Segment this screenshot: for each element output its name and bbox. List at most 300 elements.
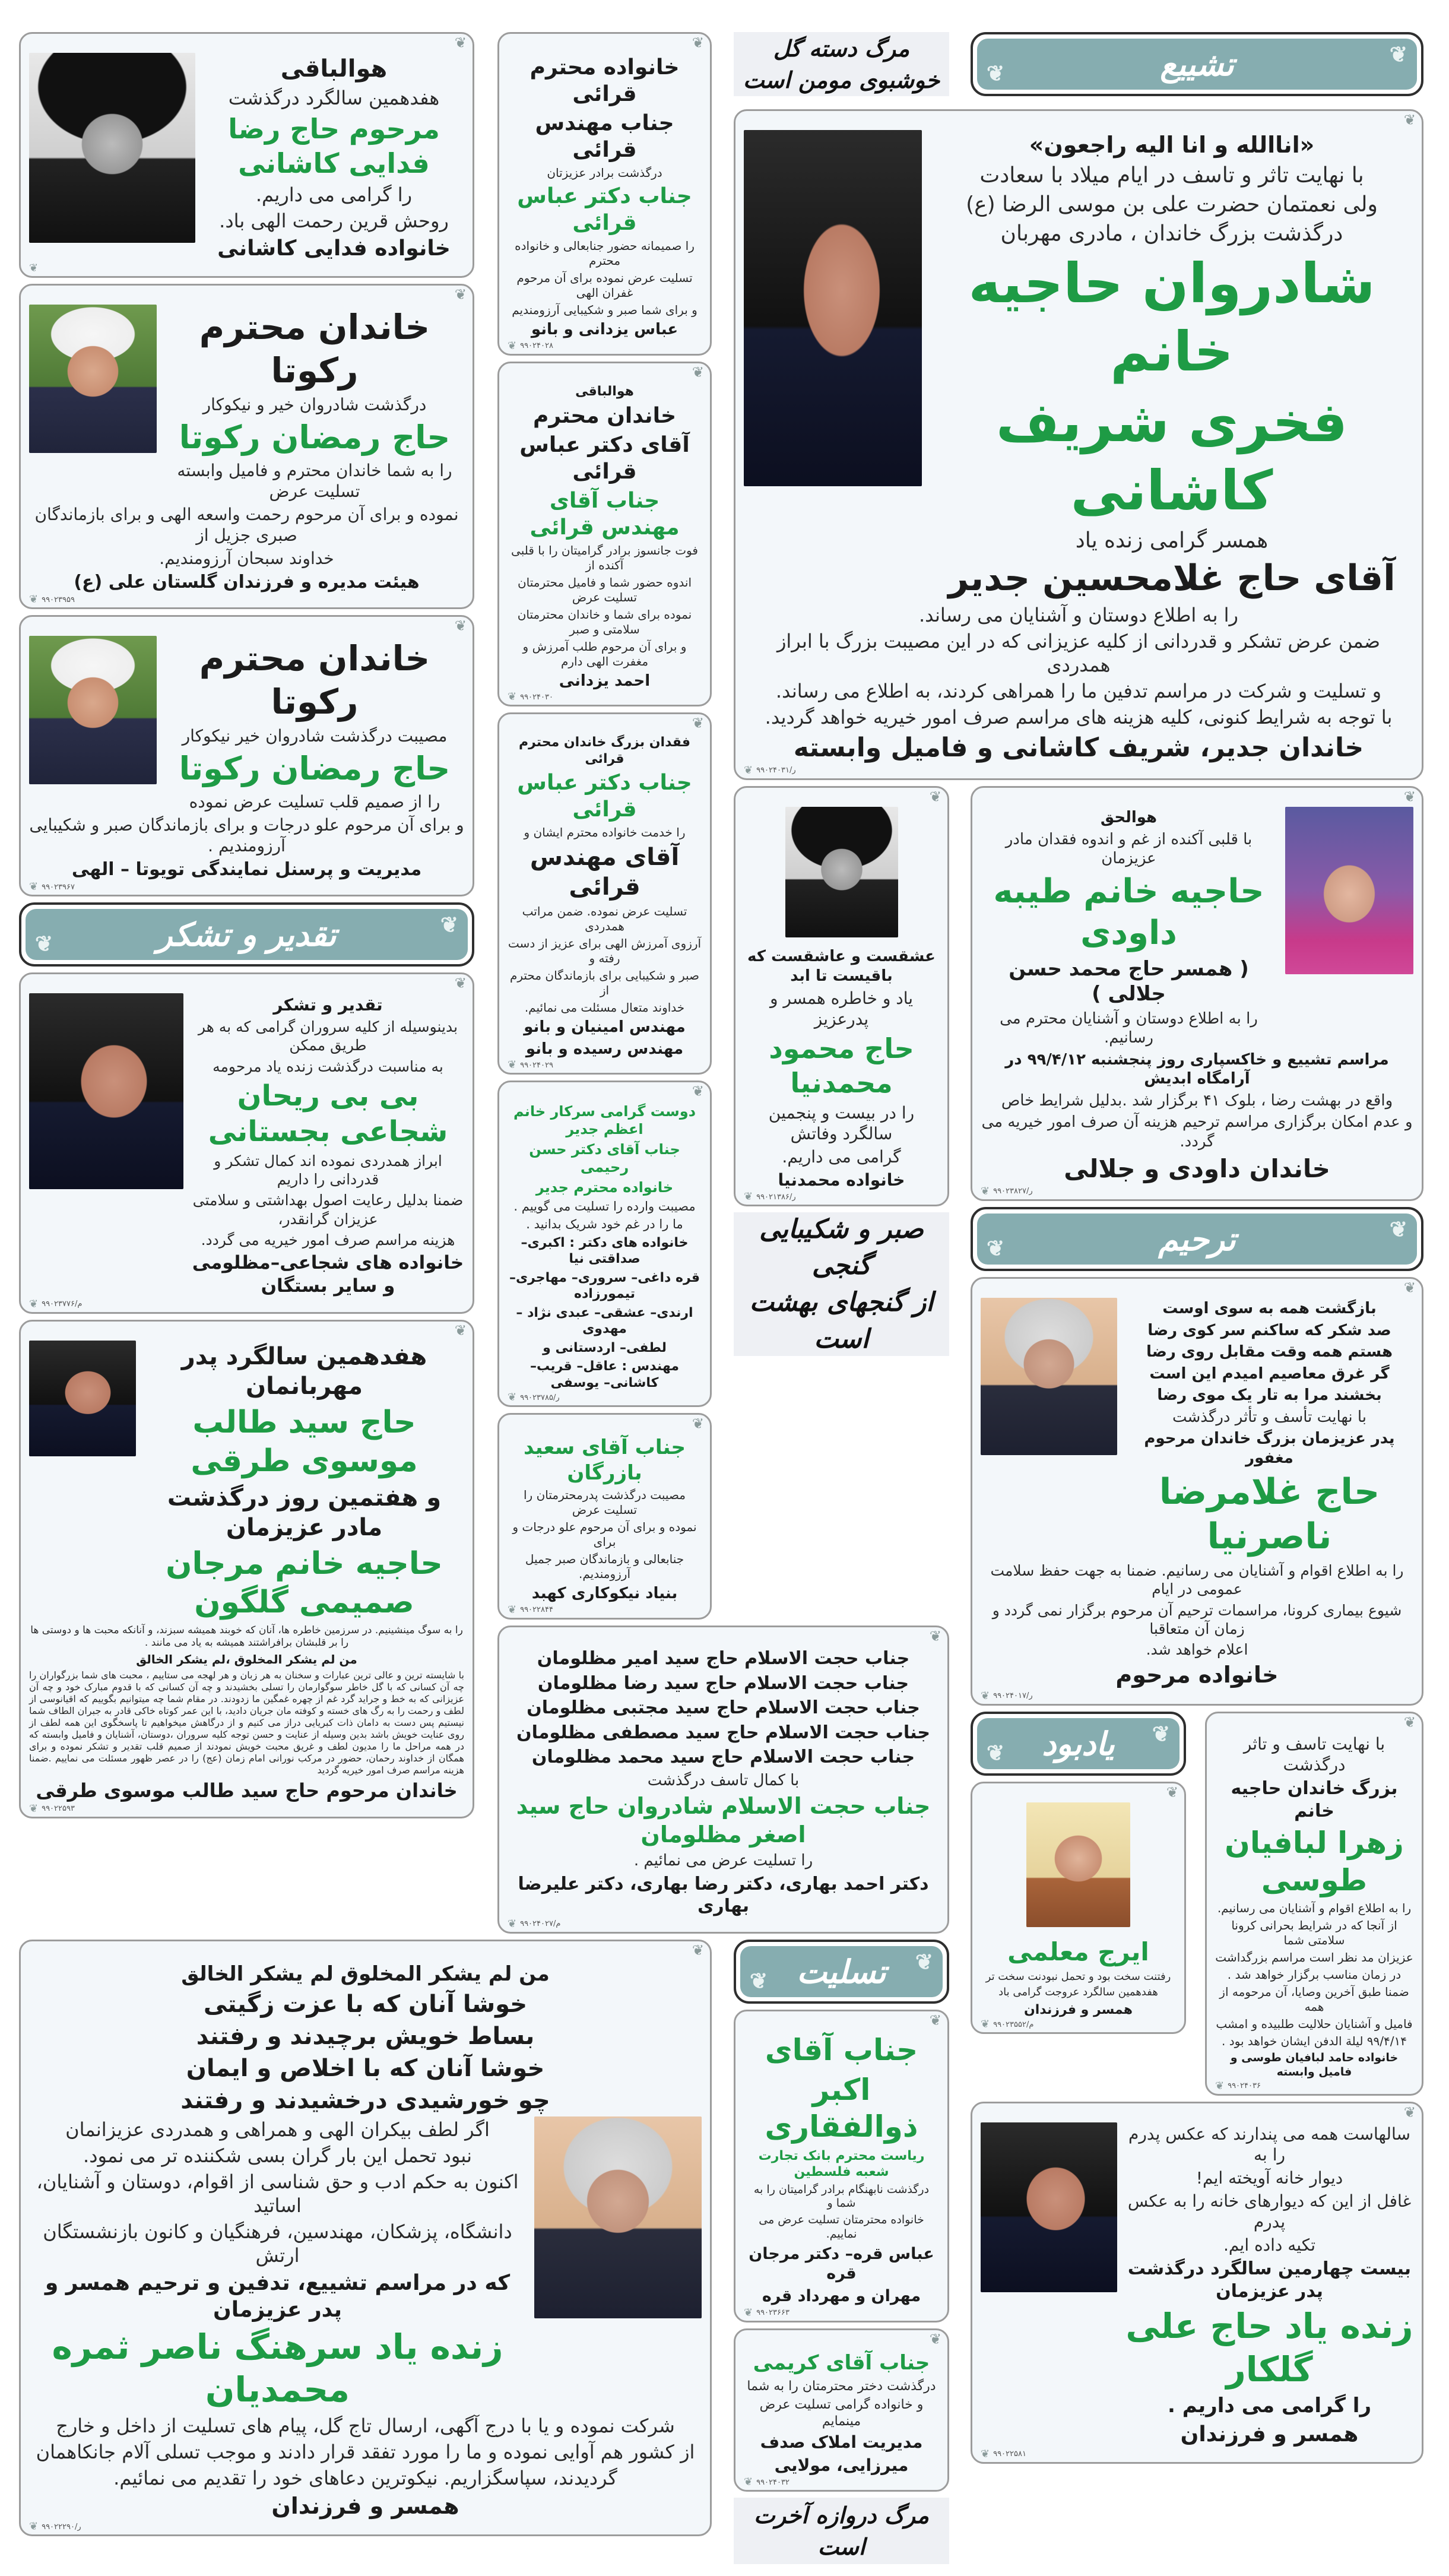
corner-ornament-icon: ❦ — [692, 34, 704, 51]
quote-line: صبر و شکیبایی گنجی — [759, 1213, 924, 1281]
corner-ornament-icon: ❦ — [692, 715, 704, 731]
bold-line: هستم همه وقت مقابل روی رضا — [1146, 1343, 1393, 1361]
text-line: نموده و برای آن مرحوم رحمت واسعه الهی و برای بازماندگان صبری جزیل از — [34, 504, 459, 545]
notice-tail — [29, 882, 464, 892]
text-line: ما را در غم خود شریک بدانید . — [526, 1217, 683, 1232]
notice-tail — [981, 1186, 1413, 1197]
sig-line: مدیریت و پرسنل نمایندگی تویوتا – الهی — [71, 858, 422, 880]
sig-line: لطفی– اردستانی و — [543, 1340, 667, 1355]
notice-taleb — [19, 1320, 474, 1818]
bold-line: هوالحق — [1100, 809, 1158, 826]
title2-line: آقای حاج غلامحسین جدیر — [948, 557, 1396, 599]
title2-line: بساط خویش برچیدند و رفتند — [196, 2022, 535, 2050]
notice-text — [744, 2349, 939, 2477]
notice-tail — [508, 1392, 702, 1403]
bold-line: گر غرق معاصیم امیدم این است — [1149, 1364, 1390, 1383]
title2-line: خاندان محترم رکوتا — [199, 307, 430, 391]
notice-mazloom — [497, 1626, 949, 1934]
text-line: شیوع بیماری کرونا، مراسمات ترحیم آن مرحوم برگزار نمی گردد و زمان آن متعاقبا — [992, 1601, 1402, 1637]
notice-bazargan — [497, 1413, 712, 1620]
notice-text — [192, 993, 464, 1299]
notice-gharaei-1 — [497, 32, 712, 356]
quote-line: مرگ دسته گل خوشبوی مومن است — [743, 34, 940, 93]
corner-ornament-icon: ❦ — [29, 593, 39, 606]
ad-code: ۹۹۰۲۴۰۱۷/ر — [993, 1691, 1033, 1701]
corner-ornament-icon: ❦ — [744, 2306, 753, 2319]
title-line: و هفتمین روز درگذشت مادر عزیزمان — [167, 1484, 442, 1541]
corner-ornament-icon: ❦ — [981, 2447, 990, 2460]
title-line: آقای دکتر عباس قرائی — [519, 432, 690, 484]
notice-gharaei-3 — [497, 712, 712, 1075]
title-line: جناب حجت الاسلام حاج سید مجتبی مظلومان — [527, 1697, 920, 1718]
title2-line: چو خورشیدی درخشیدند و رفتند — [180, 2086, 550, 2114]
banner-title: ترحیم — [1158, 1220, 1236, 1258]
corner-ornament-icon: ❦ — [929, 2012, 941, 2029]
corner-ornament-icon: ❦ — [692, 1415, 704, 1432]
text-line: رفتنت سخت بود و تحمل نبودنت سخت تر — [985, 1970, 1171, 1983]
notice-tail — [744, 1192, 939, 1202]
notice-text — [744, 946, 939, 1192]
corner-ornament-icon: ❦ — [508, 1391, 517, 1403]
text-line: به مناسبت درگذشت زنده یاد مرحومه — [213, 1057, 443, 1075]
ad-code: ۹۹۰۲۲۸۴۴ — [520, 1605, 553, 1614]
title-line: «اناالله و انا الیه راجعون» — [1029, 132, 1315, 158]
name-line: زهرا لبافیان طوسی — [1225, 1826, 1404, 1897]
text-line: صبر و شکیبایی برای بازماندگان محترم از — [509, 968, 700, 997]
sig-line: قره داغی– سروری– مهاجری–تیمورزاده — [509, 1270, 700, 1301]
corner-ornament-icon: ❦ — [1166, 1784, 1178, 1801]
title2-line: خاندان محترم رکوتا — [199, 638, 430, 722]
corner-ornament-icon: ❦ — [508, 1917, 517, 1930]
notice-rakuta-2 — [19, 615, 474, 896]
corner-ornament-icon: ❦ — [692, 1942, 704, 1959]
name-line: حاج سید طالب موسوی طرقی — [191, 1405, 418, 1479]
corner-ornament-icon: ❦ — [692, 364, 704, 381]
corner-ornament-icon: ❦ — [1403, 1714, 1416, 1731]
sig-line: مهندس رسیده و بانو — [525, 1040, 684, 1058]
ornament-icon: ❦ — [35, 931, 53, 956]
notice-text — [981, 807, 1277, 1049]
text-line: هفدهمین سالگرد درگذشت — [228, 87, 440, 109]
notice-poem — [29, 1960, 702, 2116]
text-line: با قلبی آکنده از غم و اندوه فقدان مادر عزیزمان — [1005, 830, 1253, 867]
portrait-photo — [534, 2116, 702, 2318]
name-line: شادروان حاجیه خانم — [968, 251, 1375, 384]
text-line: هفدهمین سالگرد عروجت گرامی باد — [998, 1986, 1158, 1998]
name-line: بی بی ریحان شجاعی بجستانی — [208, 1079, 448, 1148]
notice-tail — [508, 1919, 939, 1929]
notice-gharaei-2 — [497, 362, 712, 706]
section-banner-tarhim — [971, 1207, 1423, 1271]
notice-tail — [29, 2521, 702, 2532]
name-line: حاج رمضان رکوتا — [179, 419, 451, 456]
corner-ornament-icon: ❦ — [1403, 1279, 1416, 1296]
title-line: تقدیر و تشکر — [273, 995, 383, 1015]
text-line: درگذشت نابهنگام برادر گرامیتان را به شما و — [753, 2182, 930, 2210]
name2-line: ریاست محترم بانک تجارت شعبه فلسطین — [758, 2148, 925, 2179]
banner-title: یادبود — [1042, 1725, 1115, 1763]
sig-line: خانواده محمدنیا — [778, 1170, 905, 1190]
title-line: هفدهمین سالگرد پدر مهربانمان — [181, 1343, 427, 1400]
sig-line: همسر و فرزندان — [271, 2492, 459, 2519]
section-banner-taslit — [734, 1940, 949, 2004]
text-line: خداوند متعال مسئلت می نمائیم. — [524, 1000, 685, 1015]
corner-ornament-icon: ❦ — [29, 262, 39, 274]
corner-ornament-icon: ❦ — [744, 763, 753, 777]
quote-line: از گنجهای بهشت است — [749, 1287, 934, 1354]
portrait-photo — [981, 1298, 1117, 1455]
text-line: با نهایت تاسف و تاثر درگذشت — [1243, 1734, 1385, 1775]
name-line: اکبر ذوالفقاری — [765, 2072, 918, 2144]
section-banner-yadbood — [971, 1712, 1186, 1776]
notice-text — [1215, 1732, 1413, 2081]
name-line: جناب آقای مهندس قرائی — [529, 488, 680, 540]
text-line: خانواده محترمتان تسلیت عرض می نماییم. — [759, 2213, 924, 2241]
title-line: را گرامی می داریم . — [1167, 2394, 1372, 2417]
text-line: را گرامی می داریم. — [255, 183, 413, 206]
text-line: را تسلیت عرض می نمائیم . — [633, 1852, 813, 1870]
portrait-photo — [1285, 807, 1413, 974]
sig-line: احمد یزدانی — [559, 671, 651, 690]
text-line: جنابعالی و بازماندگان صبر جمیل آرزومندیم. — [525, 1552, 684, 1581]
sig-line: مهندس : عاقل– قریب– کاشانی– یوسفی — [530, 1359, 679, 1390]
sig-line: عباس یزدانی و بانو — [531, 321, 678, 338]
small-line: ضمنا طبق آخرین وصایا، آن مرحومه از همه — [1219, 1985, 1409, 2014]
corner-ornament-icon: ❦ — [744, 1190, 753, 1203]
notice-naserniya — [971, 1277, 1423, 1706]
notice-mohammadnia — [734, 786, 949, 1206]
text-line: یاد و خاطره همسر و پدرعزیز — [769, 988, 914, 1029]
title-line: جناب حجت الاسلام حاج سید مصطفی مظلومان — [516, 1722, 931, 1743]
notice-text — [508, 53, 702, 341]
text-line: از کشور هم آوایی نموده و ما را مورد تفقد قرار دادند و موجب تسلی آلام جانکاهمان — [36, 2440, 695, 2463]
corner-ornament-icon: ❦ — [744, 2476, 753, 2488]
text-line: نموده و برای آن مرحوم علو درجات و برای — [512, 1520, 697, 1549]
name-line: ایرج معلمی — [1007, 1937, 1149, 1966]
text-line: واقع در بهشت رضا ، بلوک ۴۱ برگزار شد .بدلیل شرایط خاص — [1001, 1091, 1393, 1110]
text-line: دیوار خانه آویخته ایم! — [1196, 2168, 1343, 2188]
title-line: خانواده محترم قرائی — [529, 55, 680, 106]
text-line: اگر لطف بیکران الهی و همراهی و همدردی عزیزانمان — [65, 2118, 490, 2141]
sig-line: خانواده های دکتر : اکبری– صداقتی نیا — [521, 1235, 689, 1266]
text-line: تسلیت عرض نموده برای آن مرحوم غفران الهی — [516, 271, 693, 300]
text-line: آرزوی آمرزش الهی برای عزیز از دست رفته و — [508, 936, 702, 965]
notice-reyhan — [19, 972, 474, 1314]
quote-line: مرگ دروازه آخرت است — [753, 2501, 930, 2560]
name-line: زنده یاد سرهنگ ناصر ثمره محمدیان — [52, 2326, 503, 2410]
ornament-icon: ❦ — [915, 1950, 933, 1975]
corner-ornament-icon: ❦ — [454, 34, 467, 51]
ad-code: ۹۹۰۲۳۶۶۳ — [756, 2308, 790, 2318]
corner-ornament-icon: ❦ — [508, 1059, 517, 1071]
bold-line: صد شکر که ساکنم سر کوی رضا — [1147, 1321, 1391, 1339]
name-line: جناب آقای کریمی — [753, 2351, 930, 2375]
name-line: حاج محمود محمدنیا — [769, 1032, 914, 1099]
corner-ornament-icon: ❦ — [454, 617, 467, 634]
notice-footer — [29, 2413, 702, 2522]
ad-code: ۹۹۰۲۳۹۵۹ — [42, 595, 75, 604]
text-line: دانشگاه، پزشکان، مهندسین، فرهنگیان و کانون بازنشستگان ارتش — [43, 2220, 512, 2267]
text-line: مصیبت درگذشت شادروان خیر نیکوکار — [182, 726, 448, 746]
sig-line: دکتر احمد بهاری، دکتر رضا بهاری، دکتر علیرضا بهاری — [518, 1873, 929, 1916]
notice-tail — [508, 341, 702, 351]
text-line: ولی نعمتمان حضرت علی بن موسی الرضا (ع) — [966, 192, 1378, 217]
text-line: با نهایت تاثر و تاسف در ایام میلاد با سعادت — [979, 163, 1364, 188]
notice-golkar — [971, 2102, 1423, 2464]
small-line: با شایسته ترین و عالی ترین عبارات و سخنان به هر زبان و هر لهجه می ستاییم ، محبت های شما بزرگواران را چه آن کسانی که با گل خاطر سوگوارمان را تسلی بخشیدند و چه آن کسانی که با قدوم مبارک خود و چه آن عزیزانی که به خط و جراید گرد غم از چهره غمگین ما زدودند. در مقام شما چه میتوانیم بگوییم که اقیانوسی از لطف و رحمت را به رگ های خسته و کوفته مان جریان دادید، با این عمر کوتاه خاکی قادر به جبران الطاف شما نیستیم پس دست به دامان ذات کبریایی دراز می کنیم و از درگاهش میخواهیم تا پاسخگوی این همه لطف از روی عنایت خویش باشد بدین وسیله از عنایت و حسن توجه کلیه سروران ،دوستان، آشنایان و فامیل وابسته که در همه مراحل ما را مدیون لطف و غریق محبت خویش نمودند از صمیم قلب تقدیر و تشکر نموده و برای همگان از خداوند رحمان، حضور در مرکب نورانی امام زمان (عج) را در عصر ظهور مسئلت می نماییم .ضمنا هزینه مراسم صرف امور خیریه گردید — [29, 1669, 464, 1776]
name-line: جناب آقای — [765, 2033, 918, 2067]
text-line: همسر گرامی زنده یاد — [1075, 528, 1269, 553]
sig-line: بنیاد نیکوکاری کهبد — [531, 1585, 678, 1602]
bold-line: بازگشت همه به سوی اوست — [1162, 1300, 1377, 1317]
notice-text — [981, 1935, 1176, 2019]
notice-rakuta-1 — [19, 284, 474, 609]
notice-labafian — [1205, 1712, 1423, 2096]
ad-code: ۹۹۰۲۲۲۹۰/ر — [42, 2522, 81, 2531]
notice-text — [508, 382, 702, 692]
calligraphy-quote — [734, 2498, 949, 2564]
notice-text — [204, 53, 464, 263]
text-line: درگذشت برادر عزیزتان — [547, 166, 662, 180]
corner-ornament-icon: ❦ — [508, 339, 517, 352]
name-line: حاج غلامرضا ناصرنیا — [1159, 1471, 1380, 1557]
text-line: مصیبت وارده را تسلیت می گوییم . — [513, 1199, 696, 1213]
text-line: هزینه مراسم صرف امور خیریه می گردد. — [201, 1231, 455, 1249]
bold-line: عشقست و عاشقست که باقیست تا ابد — [747, 948, 936, 985]
text-line: گرامی می داریم. — [782, 1147, 901, 1167]
corner-ornament-icon: ❦ — [1403, 788, 1416, 805]
notice-text — [508, 1646, 939, 1919]
text-line: را به شما خاندان محترم و فامیل وابسته تسلیت عرض — [177, 460, 452, 501]
ad-code: ۹۹۰۲۴۰۳۶ — [1228, 2081, 1261, 2090]
portrait-photo — [29, 53, 195, 243]
text-line: گردیدند، سپاسگزاریم. نیکوترین دعاهای خود را تقدیم می نمائیم. — [113, 2466, 617, 2489]
corner-ornament-icon: ❦ — [29, 2520, 39, 2533]
notice-tail — [1215, 2081, 1413, 2092]
notice-naser — [19, 1940, 712, 2536]
portrait-photo — [29, 993, 183, 1189]
ornament-icon: ❦ — [987, 1741, 1005, 1766]
notice-tail — [508, 692, 702, 702]
text-line: اکنون به حکم ادب و حق شناسی از اقوام، دوستان و آشنایان، اساتید — [36, 2170, 519, 2217]
name-line: جناب آقای سعید بازرگان — [524, 1436, 686, 1485]
corner-ornament-icon: ❦ — [692, 1083, 704, 1100]
corner-ornament-icon: ❦ — [1403, 2104, 1416, 2121]
notice-text — [508, 1434, 702, 1605]
notice-text — [1125, 1298, 1413, 1560]
corner-ornament-icon: ❦ — [29, 1297, 39, 1310]
sig-line: عباس قره– دکتر مرجان قره — [749, 2244, 934, 2283]
sig-line: مهران و مهرداد قره — [762, 2287, 921, 2305]
sig-line: همسر و فرزندان — [1023, 2002, 1133, 2017]
notice-text — [1125, 2122, 1413, 2449]
corner-ornament-icon: ❦ — [1215, 2079, 1225, 2092]
ad-code: ۹۹۰۲۲۵۸۱ — [993, 2450, 1026, 2458]
text-line: مصیبت درگذشت پدرمحترمتان را تسلیت عرض — [524, 1488, 686, 1517]
notice-text — [930, 130, 1413, 602]
sig-line: خاندان جدیر، شریف کاشانی و فامیل وابسته — [793, 732, 1364, 763]
text-line: را خدمت خانواده محترم ایشان و — [524, 825, 686, 839]
text-line: را به اطلاع دوستان و آشنایان محترم می رسانیم. — [1000, 1009, 1258, 1047]
text-line: بدینوسیله از کلیه سروران گرامی که به هر طریق ممکن — [198, 1018, 458, 1054]
text-line: درگذشت شادروان خیر و نیکوکار — [202, 395, 427, 414]
notice-tail — [981, 2449, 1413, 2460]
bold-line: هوالباقی — [575, 384, 634, 399]
small-line: را به اطلاع اقوام و آشنایان می رسانیم. — [1217, 1901, 1412, 1915]
portrait-photo — [785, 807, 898, 937]
banner-title: تسلیت — [797, 1953, 886, 1991]
notice-footer — [981, 1560, 1413, 1691]
bold-line: مراسم تشییع و خاکسپاری روز پنجشنبه ۹۹/۴/۱۲ در آرامگاه ابدیش — [1005, 1050, 1389, 1088]
banner-title: تقدیر و تشکر — [157, 915, 337, 953]
title-line: جناب مهندس قرائی — [535, 111, 674, 162]
text-line: روحش قرین رحمت الهی باد. — [219, 210, 449, 232]
bold-line: که در مراسم تشییع، تدفین و ترحیم همسر و پدر عزیزمان — [45, 2270, 511, 2322]
notice-tail — [29, 1299, 464, 1310]
sig-line: خانواده فدایی کاشانی — [217, 236, 451, 261]
notice-tail — [744, 2477, 939, 2488]
notice-tail — [29, 1804, 464, 1814]
ornament-icon: ❦ — [987, 1236, 1005, 1261]
notice-footer — [744, 602, 1413, 765]
ad-code: ۹۹۰۲۴۰۲۸ — [520, 341, 553, 350]
ad-code: ۹۹۰۲۳۵۵۲/م — [993, 2020, 1034, 2029]
text-line: و برای آن مرحوم طلب آمرزش و مغفرت الهی دارم — [522, 639, 687, 668]
text-line: غافل از این که دیوارهای خانه را به عکس پدرم — [1127, 2191, 1412, 2232]
sig-line: مهندس امینیان و بانو — [524, 1018, 686, 1036]
sig-line: خانواده مرحوم — [1115, 1662, 1279, 1688]
portrait-photo — [744, 130, 922, 486]
text-line: را به سوگ مینشینیم. در سرزمین خاطره ها، آنان که خوبند همیشه سبزند، و آنانکه محبت ها و دوستی ها را بر قلبشان برافراشتند همیشه به یاد می مانند . — [30, 1624, 463, 1649]
title-line: من لم یشکر المخلوق لم یشکر الخالق — [181, 1962, 550, 1986]
calligraphy-quote — [734, 32, 949, 96]
corner-ornament-icon: ❦ — [981, 1184, 990, 1197]
name-line: جناب دکتر عباس قرائی — [517, 771, 692, 822]
notice-tail — [744, 2308, 939, 2318]
corner-ornament-icon: ❦ — [1403, 112, 1416, 128]
ornament-icon: ❦ — [987, 61, 1005, 86]
title-line: خاندان محترم — [532, 403, 677, 428]
title-line: بزرگ خاندان حاجیه خانم — [1231, 1778, 1398, 1821]
text-line: ضمن عرض تشکر و قدردانی از کلیه عزیزانی که در این مصیبت بزرگ با ابراز همدردی — [776, 629, 1381, 676]
title-line: ( همسر حاج محمد حسن جلالی ) — [1009, 956, 1249, 1006]
notice-footer — [29, 813, 464, 882]
notice-tail — [508, 1060, 702, 1070]
text-line: نبود تحمل این بار گران بسی شکننده تر می نمود. — [83, 2144, 472, 2167]
title-line: جناب حجت الاسلام حاج سید محمد مظلومان — [531, 1747, 915, 1767]
ad-code: ۹۹۰۲۳۹۶۷ — [42, 882, 75, 892]
sig-line: هیئت مدیره و فرزندان گلستان علی (ع) — [74, 571, 420, 592]
notice-footer — [981, 1049, 1413, 1186]
portrait-photo — [29, 1341, 136, 1456]
sig-line: خانواده حامد لبافیان طوسی و فامیل وابسته — [1230, 2051, 1399, 2078]
text-line: تسلیت عرض نموده. ضمن مراتب همدردی — [522, 904, 687, 933]
text-line: را به اطلاع اقوام و آشنایان می رسانیم. ضمنا به جهت حفظ سلامت عمومی در ایام — [990, 1562, 1404, 1598]
ad-code: ۹۹۰۲۳۸۲۷/ر — [993, 1187, 1033, 1196]
portrait-photo — [1026, 1802, 1130, 1927]
portrait-photo — [29, 636, 157, 784]
sig-line: میرزایی، مولایی — [774, 2455, 909, 2475]
text-line: و برای آن مرحوم علو درجات و برای بازماندگان صبر و شکیبایی آرزومندیم . — [29, 815, 464, 856]
notice-footer — [29, 1623, 464, 1804]
notice-tail — [744, 765, 1413, 776]
text-line: اندوه حضور شما و فامیل محترمتان تسلیت عرض — [517, 575, 692, 604]
small-line: در زمان مناسب برگزار خواهد شد . — [1227, 1967, 1402, 1982]
notice-tail — [29, 594, 464, 605]
sig-line: مدیریت املاک صدف — [760, 2432, 923, 2452]
ad-code: ۹۹۰۲۴۰۲۷/م — [520, 1919, 561, 1928]
notice-text — [744, 2030, 939, 2308]
section-banner-taghdir — [19, 902, 474, 967]
bold-line: فقدان بزرگ خاندان محترم قرائی — [518, 735, 691, 766]
text-line: را صمیمانه حضور جنابعالی و خانواده محترم — [515, 239, 695, 268]
corner-ornament-icon: ❦ — [981, 1689, 990, 1702]
sig-line: همسر و فرزندان — [1180, 2422, 1359, 2447]
notice-kashani — [19, 32, 474, 278]
corner-ornament-icon: ❦ — [929, 788, 941, 805]
banner-title: تشییع — [1160, 45, 1234, 83]
notice-text — [165, 305, 464, 503]
notice-zolfaghari — [734, 2010, 949, 2322]
bold-line: من لم یشکر المخلوق ،لم یشکر الخالق — [136, 1652, 357, 1666]
ad-code: ۹۹۰۲۲۵۹۳ — [42, 1804, 75, 1813]
text-line: تکیه داده ایم. — [1223, 2235, 1315, 2255]
bold-line: بخشند مرا به تار یک موی رضا — [1157, 1386, 1382, 1404]
corner-ornament-icon: ❦ — [508, 690, 517, 703]
text-line: را به اطلاع دوستان و آشنایان می رساند. — [919, 603, 1238, 626]
text-line: ابراز همدردی نموده اند کمال تشکر و قدردانی را داریم — [214, 1152, 442, 1188]
sig-line: خانواده های شجاعی–مظلومی و سایر بستگان — [192, 1252, 464, 1297]
notice-tail — [508, 1605, 702, 1615]
bold-line: پدر عزیزمان بزرگ خاندان مرحوم مغفور — [1144, 1430, 1395, 1467]
portrait-photo — [981, 2122, 1117, 2292]
notice-moalemi — [971, 1782, 1186, 2034]
title-line: هوالباقی — [280, 55, 388, 83]
corner-ornament-icon: ❦ — [508, 1603, 517, 1616]
section-banner-tashyi — [971, 32, 1423, 96]
name-line: جناب حجت الاسلام شادروان حاج سید اصغر مظلومان — [516, 1793, 931, 1848]
small-line: فامیل و آشنایان حلالیت طلبیده و امشب — [1216, 2017, 1413, 2031]
title-line: جناب حجت الاسلام حاج سید رضا مظلومان — [537, 1672, 909, 1694]
notice-text — [29, 2116, 526, 2413]
name-line: حاجیه خانم طیبه داودی — [993, 872, 1264, 952]
corner-ornament-icon: ❦ — [454, 975, 467, 991]
text-line: را از صمیم قلب تسلیت عرض نموده — [189, 791, 440, 812]
notice-text — [508, 1101, 702, 1392]
text-line: خداوند سبحان آرزومندیم. — [159, 548, 334, 568]
notice-text — [508, 733, 702, 1060]
title2-line: آقای مهندس قرائی — [529, 844, 680, 901]
text-line: نموده برای شما و خاندان محترمتان سلامتی و صبر — [517, 607, 692, 636]
notice-text — [144, 1341, 464, 1623]
sig-line: ارندی– عشقی– عبدی نژاد –مهدوی — [516, 1305, 693, 1336]
ornament-icon: ❦ — [1389, 1217, 1407, 1242]
small-line: عزیزان مد نظر است مراسم بزرگداشت — [1215, 1950, 1413, 1965]
corner-ornament-icon: ❦ — [454, 286, 467, 303]
ad-code: ۹۹۰۲۳۷۷۶/م — [42, 1300, 83, 1308]
text-line: و عدم امکان برگزاری مراسم ترحیم هزینه آن صرف امور خیریه می گردد. — [981, 1113, 1413, 1151]
bold-line: بیست چهارمین سالگرد درگذشت پدر عزیزمان — [1127, 2258, 1412, 2302]
text-line: با توجه به شرایط کنونی، کلیه هزینه های مراسم صرف امور خیریه خواهد گردید. — [765, 705, 1393, 728]
name-line: خانواده محترم جدیر — [535, 1179, 674, 1196]
corner-ornament-icon: ❦ — [29, 880, 39, 893]
small-line: ۹۹/۴/۱۴ لیلة الدفن ایشان خواهد بود . — [1222, 2034, 1407, 2048]
name-line: حاجیه خانم مرجان صمیمی گلگون — [166, 1546, 443, 1620]
text-line: و خانواده گرامی تسلیت عرض مینمایم — [759, 2397, 924, 2429]
name-line: مرحوم حاج رضا فدایی کاشانی — [228, 113, 440, 179]
corner-ornament-icon: ❦ — [981, 2018, 990, 2030]
notice-tail — [981, 2019, 1176, 2030]
